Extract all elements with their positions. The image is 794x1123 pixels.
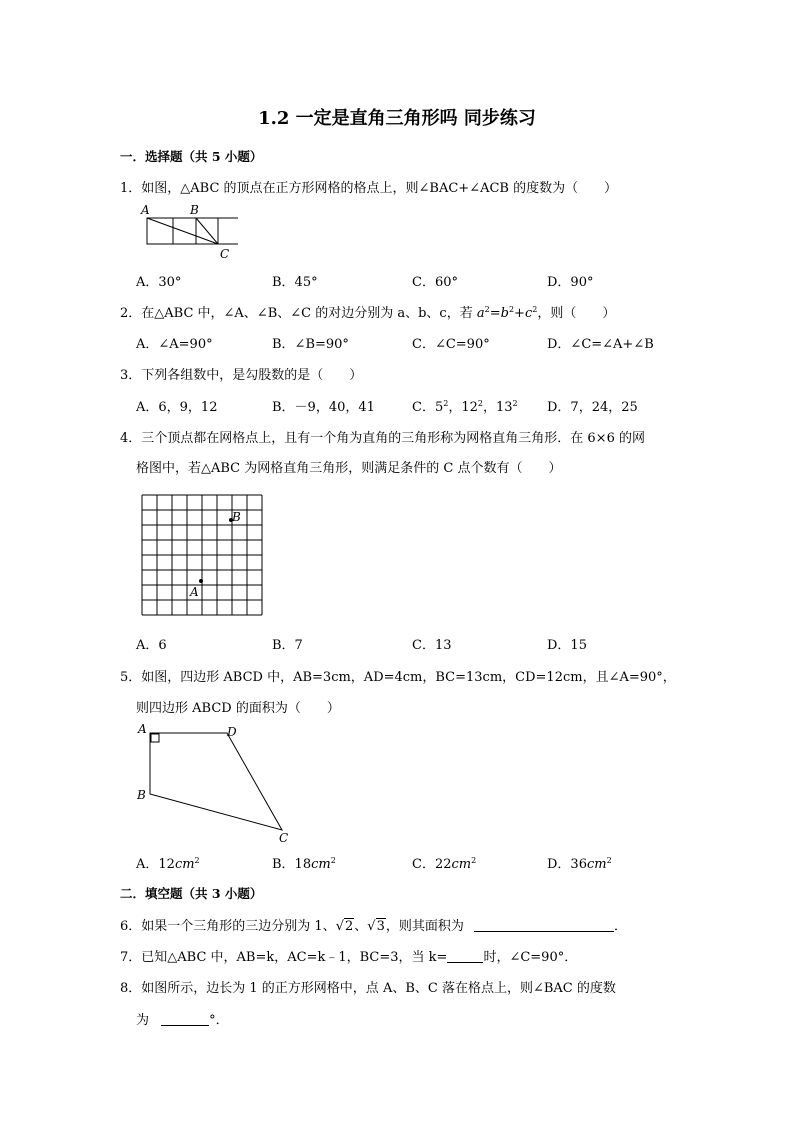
q5-opt-c-value: C．22 bbox=[412, 857, 452, 872]
question-4-line-2: 格图中，若△ABC 为网格直角三角形，则满足条件的 C 点个数有（ ） bbox=[136, 461, 562, 476]
q2-tail: ，则（ ） bbox=[537, 306, 616, 321]
q2-var-c: c bbox=[524, 306, 533, 321]
q4-option-a[interactable]: A．6 bbox=[136, 638, 167, 653]
q5-option-b[interactable] bbox=[272, 853, 336, 872]
q6-mid: 、 bbox=[354, 919, 368, 934]
q6-post: ，则其面积为 bbox=[385, 919, 464, 934]
q5-option-a[interactable] bbox=[136, 853, 200, 872]
q1-label-a: A bbox=[141, 203, 150, 217]
q5-opt-b-value: B．18 bbox=[272, 857, 312, 872]
q2-exp: 2 bbox=[508, 305, 515, 314]
q5-unit: cm bbox=[586, 857, 607, 872]
q7-post: 时，∠C=90°． bbox=[483, 950, 578, 965]
q2-exp: 2 bbox=[532, 305, 538, 314]
q5-quadrilateral-figure bbox=[134, 720, 304, 848]
q5-option-d[interactable] bbox=[547, 853, 612, 872]
q3-option-a[interactable]: A．6，9，12 bbox=[136, 400, 218, 415]
q4-label-b: B bbox=[232, 510, 241, 524]
q2-var-b: b bbox=[500, 306, 509, 321]
q8-line2-pre: 为 bbox=[136, 1013, 150, 1028]
q1-label-c: C bbox=[220, 247, 230, 260]
q5-label-a: A bbox=[138, 722, 147, 736]
q5-right-angle-mark bbox=[151, 734, 159, 742]
q3-option-d[interactable]: D．7，24，25 bbox=[547, 400, 638, 415]
question-1-text: 1．如图，△ABC 的顶点在正方形网格的格点上，则∠BAC+∠ACB 的度数为（ ） bbox=[120, 181, 618, 196]
q4-grid-figure bbox=[140, 493, 270, 617]
q4-option-c[interactable]: C．13 bbox=[412, 638, 452, 653]
question-7-text bbox=[120, 946, 577, 965]
question-8-line-1: 8．如图所示，边长为 1 的正方形网格中，点 A、B、C 落在格点上，则∠BAC 的度数 bbox=[120, 981, 616, 996]
q1-option-b[interactable]: B．45° bbox=[272, 275, 318, 290]
q6-end: ． bbox=[614, 919, 628, 934]
q2-option-a[interactable]: A．∠A=90° bbox=[136, 337, 213, 352]
q4-option-b[interactable]: B．7 bbox=[272, 638, 303, 653]
q6-radicand-2: 2 bbox=[344, 919, 354, 934]
q1-label-b: B bbox=[190, 203, 199, 217]
q5-exp: 2 bbox=[330, 856, 336, 865]
q3-optc-n2: 12 bbox=[461, 400, 478, 415]
q3-optc-prefix: C． bbox=[412, 400, 435, 415]
question-6-text bbox=[120, 915, 627, 934]
q7-answer-blank[interactable] bbox=[447, 950, 483, 963]
q3-option-c[interactable] bbox=[412, 396, 518, 415]
section-fill-heading: 二．填空题（共 3 小题） bbox=[120, 886, 263, 901]
q5-opt-d-value: D．36 bbox=[547, 857, 587, 872]
q3-optc-sep: ， bbox=[482, 400, 496, 415]
q3-optc-exp: 2 bbox=[443, 399, 449, 408]
q6-answer-blank[interactable] bbox=[474, 919, 614, 932]
q7-pre: 7．已知△ABC 中，AB=k，AC=k﹣1，BC=3，当 k= bbox=[120, 950, 448, 965]
q8-answer-blank[interactable] bbox=[161, 1013, 209, 1026]
q2-eq: = bbox=[489, 306, 501, 321]
q2-plus: + bbox=[514, 306, 525, 321]
q5-option-c[interactable] bbox=[412, 853, 476, 872]
q2-option-b[interactable]: B．∠B=90° bbox=[272, 337, 349, 352]
q1-option-a[interactable]: A．30° bbox=[136, 275, 182, 290]
q5-quadrilateral-abcd bbox=[150, 733, 282, 830]
q2-exp: 2 bbox=[484, 305, 490, 314]
q3-option-b[interactable]: B．－9，40，41 bbox=[272, 400, 375, 415]
section-choice-heading: 一．选择题（共 5 小题） bbox=[120, 149, 263, 164]
q2-var-a: a bbox=[476, 306, 485, 321]
q3-optc-n1: 5 bbox=[434, 400, 444, 415]
q1-option-d[interactable]: D．90° bbox=[547, 275, 594, 290]
q6-sqrt-3: √3 bbox=[367, 919, 385, 934]
question-5-line-1: 5．如图，四边形 ABCD 中，AB=3cm，AD=4cm，BC=13cm，CD=12cm，且∠A=90°， bbox=[120, 670, 676, 685]
page-title: 1.2 一定是直角三角形吗 同步练习 bbox=[258, 108, 536, 129]
question-8-line-2 bbox=[136, 1009, 229, 1028]
q5-unit: cm bbox=[451, 857, 472, 872]
q8-end: °． bbox=[209, 1013, 229, 1028]
q5-label-d: D bbox=[227, 725, 237, 739]
q3-optc-sep: ， bbox=[448, 400, 462, 415]
q2-option-d[interactable]: D．∠C=∠A+∠B bbox=[547, 337, 654, 352]
q5-exp: 2 bbox=[606, 856, 612, 865]
question-3-text: 3．下列各组数中，是勾股数的是（ ） bbox=[120, 368, 363, 383]
q6-sqrt-2: √2 bbox=[335, 919, 354, 934]
q4-label-a: A bbox=[190, 585, 199, 599]
q5-opt-a-value: A．12 bbox=[136, 857, 175, 872]
q5-exp: 2 bbox=[471, 856, 477, 865]
q6-radicand-3: 3 bbox=[376, 919, 385, 934]
q5-label-b: B bbox=[137, 788, 146, 802]
q3-optc-n3: 13 bbox=[496, 400, 513, 415]
q1-option-c[interactable]: C．60° bbox=[412, 275, 458, 290]
q5-label-c: C bbox=[279, 831, 289, 845]
q6-pre: 6．如果一个三角形的三边分别为 1、 bbox=[120, 919, 336, 934]
q5-unit: cm bbox=[174, 857, 195, 872]
q3-optc-exp: 2 bbox=[512, 399, 518, 408]
question-5-line-2: 则四边形 ABCD 的面积为（ ） bbox=[136, 701, 340, 716]
q4-point-a bbox=[199, 579, 203, 583]
q1-grid-outline bbox=[147, 218, 238, 244]
q5-unit: cm bbox=[311, 857, 331, 872]
q2-option-c[interactable]: C．∠C=90° bbox=[412, 337, 490, 352]
q5-exp: 2 bbox=[194, 856, 200, 865]
question-4-line-1: 4．三个顶点都在网格点上，且有一个角为直角的三角形称为网格直角三角形．在 6×6 的网 bbox=[120, 431, 645, 446]
q3-optc-exp: 2 bbox=[477, 399, 483, 408]
question-2-text bbox=[120, 302, 615, 321]
q4-option-d[interactable]: D．15 bbox=[547, 638, 587, 653]
q1-grid-figure bbox=[138, 202, 238, 260]
q2-stem: 2．在△ABC 中，∠A、∠B、∠C 的对边分别为 a、b、c，若 bbox=[120, 306, 473, 321]
